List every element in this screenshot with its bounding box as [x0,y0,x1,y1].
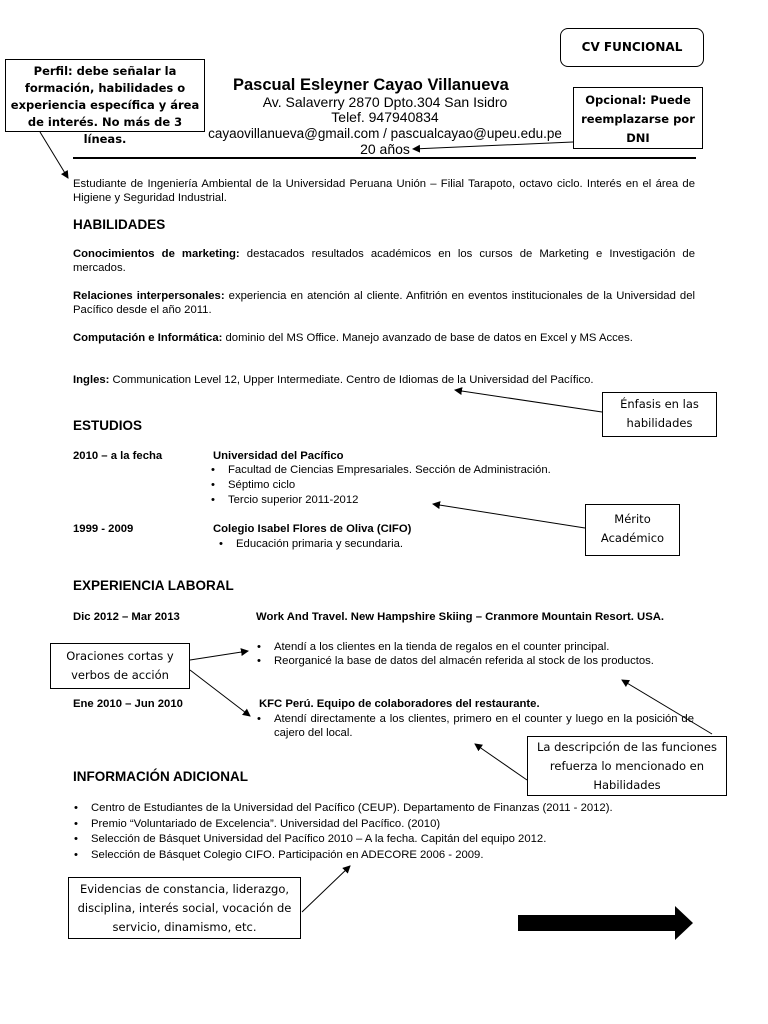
study-institution: Universidad del Pacífico [213,450,344,462]
list-item: • Reorganicé la base de datos del almacén referida al stock de los productos. [274,654,694,668]
list-item: • Selección de Básquet Colegio CIFO. Participación en ADECORE 2006 - 2009. [91,848,711,864]
skill-item: Relaciones interpersonales: experiencia en atención al cliente. Anfitrión en eventos institucionales de la Universidad del Pacífico desde el año 2011. [73,290,695,316]
list-item: • Atendí directamente a los clientes, primero en el counter y luego en la posición de cajero del local. [274,712,694,740]
arrow-evidencias [302,866,350,912]
age: 20 años [360,141,410,157]
skill-item: Conocimientos de marketing: destacados resultados académicos en los cursos de Marketing e Investigación de mercados. [73,248,695,274]
next-page-arrow-icon [518,906,693,940]
list-item: • Premio “Voluntariado de Excelencia”. Universidad del Pacífico. (2010) [91,817,711,833]
study-bullets [228,463,688,508]
address: Av. Salaverry 2870 Dpto.304 San Isidro [262,94,508,110]
email[interactable]: cayaovillanueva@gmail.com / pascualcayao@upeu.edu.pe [208,126,562,141]
list-item: • Tercio superior 2011-2012 [228,493,688,508]
section-experiencia: EXPERIENCIA LABORAL [73,578,234,593]
section-habilidades: HABILIDADES [73,217,166,232]
callout-oraciones: Oraciones cortas y verbos de acción [50,643,190,689]
list-item: • Atendí a los clientes en la tienda de regalos en el counter principal. [274,640,694,654]
skill-item: Computación e Informática: dominio del MS Office. Manejo avanzado de base de datos en Excel y MS Acces. [73,332,633,344]
study-date: 1999 - 2009 [73,523,134,535]
callout-enfasis: Énfasis en las habilidades [602,392,717,437]
job-bullets [274,712,694,740]
list-item: • Selección de Básquet Universidad del Pacífico 2010 – A la fecha. Capitán del equipo 2012. [91,832,711,848]
additional-list [91,801,711,863]
study-institution: Colegio Isabel Flores de Oliva (CIFO) [213,523,412,535]
list-item: • Educación primaria y secundaria. [236,537,686,551]
cv-funcional-box: CV FUNCIONAL [560,28,704,67]
section-adicional: INFORMACIÓN ADICIONAL [73,769,248,784]
section-estudios: ESTUDIOS [73,418,143,433]
profile-summary: Estudiante de Ingeniería Ambiental de la Universidad Peruana Unión – Filial Tarapoto, octavo ciclo. Interés en el área de Higiene y Seguridad Industrial. [73,178,695,204]
list-item: • Facultad de Ciencias Empresariales. Sección de Administración. [228,463,688,478]
arrow-oraciones-1 [190,651,248,660]
job-date: Dic 2012 – Mar 2013 [73,611,180,623]
study-bullets [236,537,686,551]
list-item: • Centro de Estudiantes de la Universidad del Pacífico (CEUP). Departamento de Finanzas (2011 - 2012). [91,801,711,817]
candidate-name: Pascual Esleyner Cayao Villanueva [233,76,509,94]
callout-opcional: Opcional: Puede reemplazarse por DNI [573,87,703,149]
study-date: 2010 – a la fecha [73,450,163,462]
job-bullets [274,640,694,668]
callout-merito: Mérito Académico [585,504,680,556]
job-place: KFC Perú. Equipo de colaboradores del restaurante. [259,698,540,710]
skill-item: Ingles: Communication Level 12, Upper Intermediate. Centro de Idiomas de la Universidad del Pacífico. [73,374,594,386]
job-place: Work And Travel. New Hampshire Skiing – Cranmore Mountain Resort. USA. [256,611,665,623]
arrow-enfasis [455,390,602,412]
callout-perfil: Perfil: debe señalar la formación, habilidades o experiencia específica y área de interés. No más de 3 líneas. [5,59,205,132]
list-item: • Séptimo ciclo [228,478,688,493]
arrow-descripcion-2 [475,744,527,780]
arrow-oraciones-2 [190,670,250,716]
callout-descripcion: La descripción de las funciones refuerza lo mencionado en Habilidades [527,736,727,796]
callout-evidencias: Evidencias de constancia, liderazgo, disciplina, interés social, vocación de servicio, dinamismo, etc. [68,877,301,939]
phone: Telef. 947940834 [331,109,439,125]
job-date: Ene 2010 – Jun 2010 [73,698,183,710]
